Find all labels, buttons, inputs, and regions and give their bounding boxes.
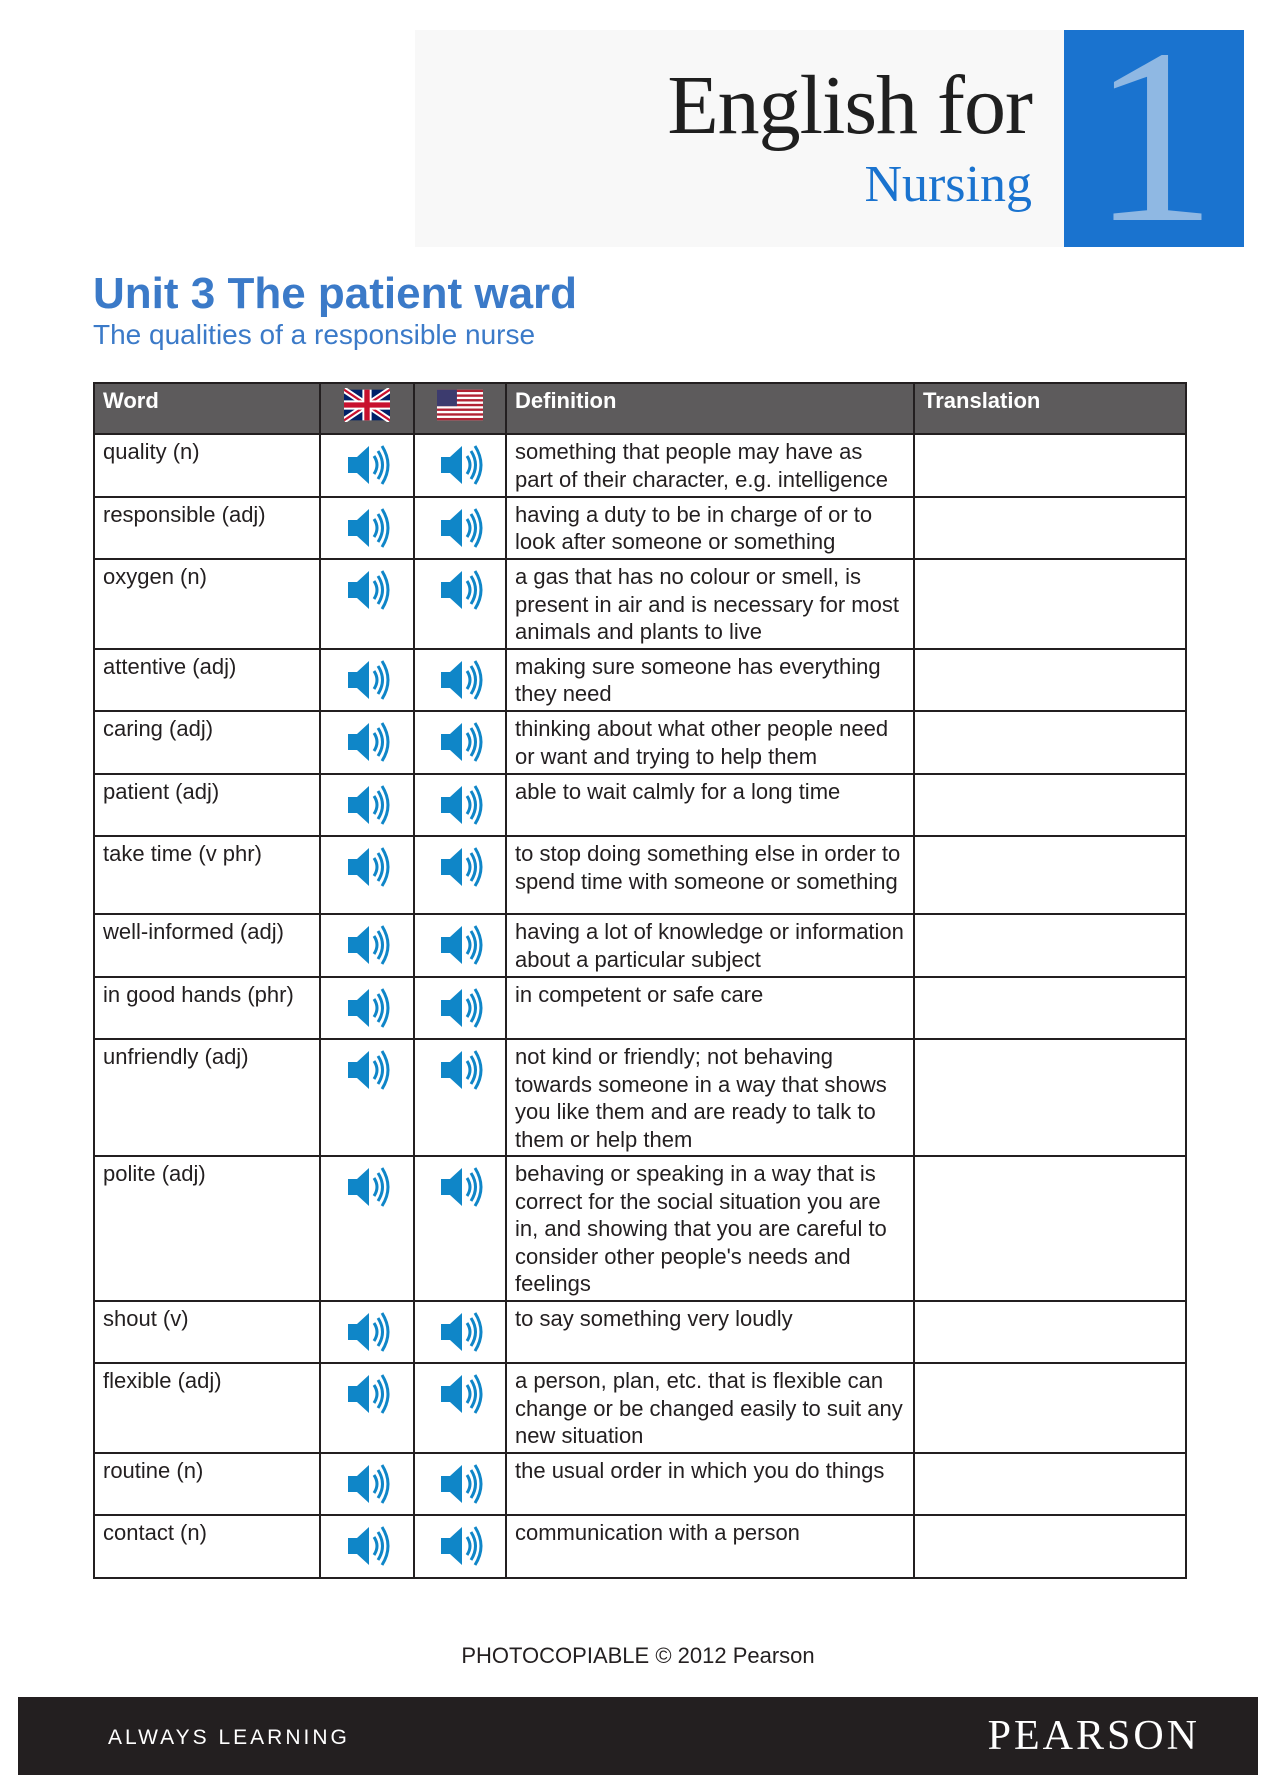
- uk-flag-icon: [344, 388, 390, 422]
- table-row: [94, 1363, 1186, 1453]
- definition-cell: to stop doing something else in order to spend time with someone or something: [506, 836, 914, 914]
- speaker-icon[interactable]: [342, 1308, 392, 1356]
- us-audio-cell: [414, 559, 506, 649]
- table-row: [94, 1301, 1186, 1364]
- word-cell: quality (n): [94, 434, 320, 497]
- table-row: [94, 559, 1186, 649]
- definition-cell: not kind or friendly; not behaving towards someone in a way that shows you like them and are ready to talk to them or help them: [506, 1039, 914, 1156]
- speaker-icon[interactable]: [435, 441, 485, 489]
- us-audio-cell: [414, 774, 506, 837]
- us-audio-cell: [414, 1453, 506, 1516]
- word-cell: unfriendly (adj): [94, 1039, 320, 1156]
- table-row: [94, 649, 1186, 712]
- definition-cell: a person, plan, etc. that is flexible can change or be changed easily to suit any new situation: [506, 1363, 914, 1453]
- uk-audio-cell: [320, 559, 414, 649]
- word-cell: polite (adj): [94, 1156, 320, 1301]
- copyright-notice: PHOTOCOPIABLE © 2012 Pearson: [461, 1643, 815, 1668]
- table-row: [94, 434, 1186, 497]
- definition-cell: behaving or speaking in a way that is correct for the social situation you are in, and showing that you are careful to consider other people's needs and feelings: [506, 1156, 914, 1301]
- translation-cell[interactable]: [914, 559, 1186, 649]
- word-cell: in good hands (phr): [94, 977, 320, 1040]
- column-header-uk: [320, 383, 414, 434]
- word-cell: oxygen (n): [94, 559, 320, 649]
- word-cell: routine (n): [94, 1453, 320, 1516]
- speaker-icon[interactable]: [435, 718, 485, 766]
- uk-audio-cell: [320, 1156, 414, 1301]
- translation-cell[interactable]: [914, 497, 1186, 560]
- table-row: [94, 1039, 1186, 1156]
- footer-brand: PEARSON: [987, 1713, 1200, 1759]
- speaker-icon[interactable]: [342, 843, 392, 891]
- speaker-icon[interactable]: [435, 566, 485, 614]
- uk-audio-cell: [320, 497, 414, 560]
- translation-cell[interactable]: [914, 711, 1186, 774]
- us-audio-cell: [414, 649, 506, 712]
- translation-cell[interactable]: [914, 914, 1186, 977]
- uk-audio-cell: [320, 1363, 414, 1453]
- speaker-icon[interactable]: [435, 1046, 485, 1094]
- definition-cell: something that people may have as part of their character, e.g. intelligence: [506, 434, 914, 497]
- us-audio-cell: [414, 1039, 506, 1156]
- uk-audio-cell: [320, 836, 414, 914]
- speaker-icon[interactable]: [342, 1163, 392, 1211]
- us-audio-cell: [414, 711, 506, 774]
- table-row: [94, 711, 1186, 774]
- uk-audio-cell: [320, 1039, 414, 1156]
- logo-level-box: [1064, 30, 1244, 247]
- table-header-row: [94, 383, 1186, 434]
- speaker-icon[interactable]: [435, 1460, 485, 1508]
- speaker-icon[interactable]: [435, 984, 485, 1032]
- speaker-icon[interactable]: [435, 504, 485, 552]
- footer-tagline: ALWAYS LEARNING: [108, 1726, 350, 1749]
- translation-cell[interactable]: [914, 649, 1186, 712]
- us-audio-cell: [414, 1301, 506, 1364]
- table-row: [94, 497, 1186, 560]
- table-row: [94, 1453, 1186, 1516]
- us-audio-cell: [414, 836, 506, 914]
- speaker-icon[interactable]: [342, 984, 392, 1032]
- definition-cell: in competent or safe care: [506, 977, 914, 1040]
- logo-title: English for: [667, 59, 1032, 152]
- speaker-icon[interactable]: [342, 921, 392, 969]
- definition-cell: having a duty to be in charge of or to look after someone or something: [506, 497, 914, 560]
- definition-cell: to say something very loudly: [506, 1301, 914, 1364]
- uk-audio-cell: [320, 914, 414, 977]
- translation-cell[interactable]: [914, 774, 1186, 837]
- uk-audio-cell: [320, 977, 414, 1040]
- speaker-icon[interactable]: [435, 1163, 485, 1211]
- word-cell: contact (n): [94, 1515, 320, 1578]
- uk-audio-cell: [320, 434, 414, 497]
- logo-level-number: 1: [1091, 30, 1217, 247]
- definition-cell: the usual order in which you do things: [506, 1453, 914, 1516]
- speaker-icon[interactable]: [342, 718, 392, 766]
- table-row: [94, 1156, 1186, 1301]
- translation-cell[interactable]: [914, 977, 1186, 1040]
- translation-cell[interactable]: [914, 1515, 1186, 1578]
- speaker-icon[interactable]: [342, 566, 392, 614]
- unit-subtitle: The qualities of a responsible nurse: [93, 319, 536, 350]
- uk-audio-cell: [320, 1453, 414, 1516]
- table-row: [94, 1515, 1186, 1578]
- word-cell: caring (adj): [94, 711, 320, 774]
- us-audio-cell: [414, 1156, 506, 1301]
- speaker-icon[interactable]: [342, 781, 392, 829]
- uk-audio-cell: [320, 774, 414, 837]
- word-cell: responsible (adj): [94, 497, 320, 560]
- translation-cell[interactable]: [914, 434, 1186, 497]
- us-flag-icon: [437, 388, 483, 422]
- word-cell: attentive (adj): [94, 649, 320, 712]
- speaker-icon[interactable]: [435, 1522, 485, 1570]
- table-row: [94, 914, 1186, 977]
- us-audio-cell: [414, 977, 506, 1040]
- definition-cell: communication with a person: [506, 1515, 914, 1578]
- uk-audio-cell: [320, 649, 414, 712]
- speaker-icon[interactable]: [435, 656, 485, 704]
- speaker-icon[interactable]: [342, 504, 392, 552]
- speaker-icon[interactable]: [435, 843, 485, 891]
- speaker-icon[interactable]: [435, 781, 485, 829]
- speaker-icon[interactable]: [435, 921, 485, 969]
- uk-audio-cell: [320, 1515, 414, 1578]
- uk-audio-cell: [320, 1301, 414, 1364]
- column-header-us: [414, 383, 506, 434]
- speaker-icon[interactable]: [342, 656, 392, 704]
- us-audio-cell: [414, 914, 506, 977]
- speaker-icon[interactable]: [435, 1370, 485, 1418]
- definition-cell: having a lot of knowledge or information about a particular subject: [506, 914, 914, 977]
- us-audio-cell: [414, 1363, 506, 1453]
- uk-audio-cell: [320, 711, 414, 774]
- translation-cell[interactable]: [914, 1301, 1186, 1364]
- speaker-icon[interactable]: [342, 1370, 392, 1418]
- vocabulary-table: [93, 382, 1187, 1579]
- word-cell: shout (v): [94, 1301, 320, 1364]
- column-header-translation: Translation: [914, 383, 1186, 434]
- definition-cell: a gas that has no colour or smell, is present in air and is necessary for most animals and plants to live: [506, 559, 914, 649]
- speaker-icon[interactable]: [342, 1046, 392, 1094]
- us-audio-cell: [414, 434, 506, 497]
- footer-bar: [18, 1697, 1258, 1775]
- definition-cell: thinking about what other people need or want and trying to help them: [506, 711, 914, 774]
- table-row: [94, 977, 1186, 1040]
- logo-subtitle: Nursing: [864, 156, 1032, 213]
- speaker-icon[interactable]: [342, 1522, 392, 1570]
- word-cell: patient (adj): [94, 774, 320, 837]
- table-row: [94, 836, 1186, 914]
- translation-cell[interactable]: [914, 1453, 1186, 1516]
- translation-cell[interactable]: [914, 1363, 1186, 1453]
- us-audio-cell: [414, 1515, 506, 1578]
- word-cell: flexible (adj): [94, 1363, 320, 1453]
- translation-cell[interactable]: [914, 836, 1186, 914]
- us-audio-cell: [414, 497, 506, 560]
- speaker-icon[interactable]: [435, 1308, 485, 1356]
- translation-cell[interactable]: [914, 1039, 1186, 1156]
- definition-cell: making sure someone has everything they need: [506, 649, 914, 712]
- speaker-icon[interactable]: [342, 441, 392, 489]
- column-header-word: Word: [94, 383, 320, 434]
- speaker-icon[interactable]: [342, 1460, 392, 1508]
- unit-title: Unit 3 The patient ward: [93, 269, 578, 318]
- column-header-definition: Definition: [506, 383, 914, 434]
- table-row: [94, 774, 1186, 837]
- table-body: [94, 434, 1186, 1578]
- translation-cell[interactable]: [914, 1156, 1186, 1301]
- word-cell: well-informed (adj): [94, 914, 320, 977]
- word-cell: take time (v phr): [94, 836, 320, 914]
- definition-cell: able to wait calmly for a long time: [506, 774, 914, 837]
